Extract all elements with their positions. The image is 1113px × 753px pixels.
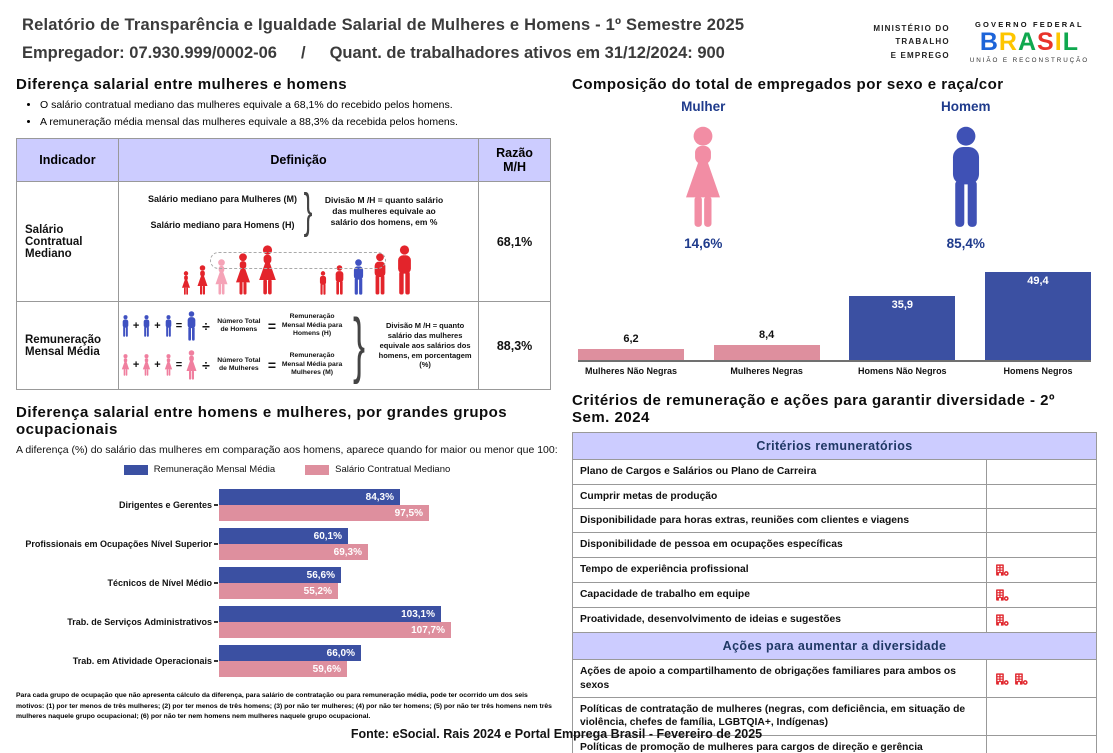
man-icon <box>945 126 987 228</box>
legend-swatch-blue <box>124 465 148 475</box>
chart-row <box>16 489 558 521</box>
bar-pair <box>219 567 341 599</box>
criterion-label: Plano de Cargos e Salários ou Plano de Carreira <box>573 460 987 484</box>
report-subtitle <box>22 44 744 63</box>
criterion-label: Políticas de promoção de mulheres para cargos de direção e gerência <box>573 735 987 753</box>
plus-operator: + <box>132 359 140 372</box>
table-row <box>573 582 1097 607</box>
criterion-label: Políticas de contratação de mulheres (negras, com deficiência, em situação de violência, chefes de família, LGBTQIA+, Indígenas) <box>573 698 987 736</box>
bar: 84,3% <box>219 489 400 505</box>
bar-pair <box>219 645 361 677</box>
chart-footnote: Para cada grupo de ocupação que não apresenta cálculo da diferença, para salário de contratação ou para remuneração média, pode ter ocorrido um dos seis motivos: (1) por ter menos de três mulheres; (2) por ter menos de três homens; (3) por não ter mulheres; (4) por não ter homens; (5) por não ter três homens nem três mulheres naquele grupo ocupacional; (6) por não ter nem homens nem mulheres naquele grupo ocupacional. <box>16 692 552 721</box>
category-label: Profissionais em Ocupações Nível Superior <box>25 539 212 550</box>
woman-icon <box>181 271 191 295</box>
criterion-label: Tempo de experiência profissional <box>573 557 987 582</box>
axis-tick <box>214 621 218 623</box>
legend-label: Salário Contratual Mediano <box>335 464 451 476</box>
table-row <box>573 607 1097 632</box>
bar <box>849 296 955 360</box>
woman-icon <box>196 265 209 295</box>
bar: 66,0% <box>219 645 361 661</box>
equals-operator: = <box>175 359 183 372</box>
man-icon <box>185 311 198 341</box>
ministry-line: MINISTÉRIO DO <box>873 23 950 33</box>
chart-row <box>16 606 558 638</box>
brand-letter: A <box>1017 28 1038 56</box>
chart-row <box>16 528 558 560</box>
woman-icon <box>121 354 130 376</box>
men-result-label: Remuneração Mensal Média para Homens (H) <box>281 313 343 338</box>
male-label: Homem <box>940 99 991 114</box>
bar-pair <box>219 489 429 521</box>
men-total-label: Número Total de Homens <box>217 317 261 334</box>
employer-id: Empregador: 07.930.999/0002-06 <box>22 44 277 62</box>
indicator-mean: Remuneração Mensal Média <box>17 302 119 390</box>
brand-letter: S <box>1037 28 1055 56</box>
category-label: Homens Negros <box>1003 366 1073 376</box>
man-icon <box>394 245 415 295</box>
man-icon <box>164 315 173 337</box>
female-label: Mulher <box>681 99 726 114</box>
pay-gap-section-title: Diferença salarial entre mulheres e homens <box>16 76 348 93</box>
men-average-formula <box>121 311 344 341</box>
composition-categories <box>578 366 1091 376</box>
brand-letter: R <box>998 28 1018 56</box>
bar: 60,1% <box>219 528 348 544</box>
criteria-section-title: Critérios de remuneração e ações para garantir diversidade - 2º Sem. 2024 <box>572 392 1056 426</box>
woman-icon <box>142 354 151 376</box>
chart-row <box>16 645 558 677</box>
table-row <box>573 484 1097 508</box>
ministry-line: E EMPREGO <box>890 50 950 60</box>
woman-icon <box>682 126 724 228</box>
group-header: Ações para aumentar a diversidade <box>573 633 1097 660</box>
bar-value-label: 49,4 <box>1027 275 1049 287</box>
equals-operator: = <box>175 320 183 333</box>
category-label: Trab. de Serviços Administrativos <box>67 617 212 628</box>
criterion-marker-cell <box>987 557 1097 582</box>
criterion-marker-cell <box>987 607 1097 632</box>
gov-federal-logo <box>970 20 1089 64</box>
brace-icon: } <box>353 305 366 386</box>
bar: 55,2% <box>219 583 338 599</box>
man-icon <box>333 265 346 295</box>
women-average-formula <box>121 350 344 380</box>
bar: 97,5% <box>219 505 429 521</box>
indicator-median: Salário Contratual Mediano <box>17 182 119 302</box>
chart-legend <box>16 464 558 475</box>
criterion-marker-cell <box>987 533 1097 557</box>
category-label: Dirigentes e Gerentes <box>118 500 212 511</box>
brand-letter: L <box>1062 28 1079 56</box>
company-icon <box>994 588 1009 602</box>
axis-tick <box>214 582 218 584</box>
women-result-label: Remuneração Mensal Média para Mulheres (M) <box>281 352 343 377</box>
criterion-marker-cell <box>987 660 1097 698</box>
divide-operator: ÷ <box>202 357 210 374</box>
col-indicator: Indicador <box>17 139 119 182</box>
ratio-median: 68,1% <box>479 182 551 302</box>
category-label: Trab. em Atividade Operacionais <box>72 656 212 667</box>
table-row <box>573 533 1097 557</box>
criterion-label: Disponibilidade para horas extras, reuniões com clientes e viagens <box>573 509 987 533</box>
bar-pair <box>219 606 451 638</box>
brand-letter: B <box>979 28 999 56</box>
bar: 107,7% <box>219 622 451 638</box>
category-label: Técnicos de Nível Médio <box>107 578 212 589</box>
brand-letter: I <box>1054 28 1063 56</box>
bar-column <box>578 333 684 360</box>
criterion-label: Disponibilidade de pessoa em ocupações específicas <box>573 533 987 557</box>
company-icon <box>994 613 1009 627</box>
table-row <box>573 557 1097 582</box>
man-icon <box>121 315 130 337</box>
group-header-row <box>573 633 1097 660</box>
women-total-label: Número Total de Mulheres <box>217 356 261 373</box>
bar-column <box>985 272 1091 360</box>
company-icon <box>994 563 1009 577</box>
bar <box>578 333 684 360</box>
legend-item <box>305 464 450 475</box>
plus-operator: + <box>154 359 161 372</box>
criterion-marker-cell <box>987 582 1097 607</box>
axis-tick <box>214 660 218 662</box>
female-percentage: 14,6% <box>684 236 723 251</box>
category-label: Mulheres Negras <box>730 366 803 376</box>
bar <box>985 272 1091 360</box>
company-icon <box>994 672 1009 686</box>
ministry-logo <box>873 22 950 63</box>
plus-operator: + <box>132 320 140 333</box>
equals-operator: = <box>267 357 277 374</box>
criterion-label: Cumprir metas de produção <box>573 484 987 508</box>
bar-value-label: 8,4 <box>759 329 775 341</box>
composition-section-title: Composição do total de empregados por sexo e raça/cor <box>572 76 1004 93</box>
group-header-row <box>573 433 1097 460</box>
category-label: Mulheres Não Negras <box>584 366 678 376</box>
bullet-median: • O salário contratual mediano das mulheres equivale a 68,1% do recebido pelos homens. <box>40 99 558 111</box>
woman-icon <box>185 350 198 380</box>
table-row <box>573 509 1097 533</box>
report-title: Relatório de Transparência e Igualdade Salarial de Mulheres e Homens - 1º Semestre 2025 <box>22 16 745 34</box>
bar-pair <box>219 528 368 560</box>
table-row <box>573 460 1097 484</box>
axis-tick <box>214 504 218 506</box>
occupational-subtitle: A diferença (%) do salário das mulheres em comparação aos homens, aparece quando for maior ou menor que 100: <box>16 444 558 457</box>
source-footer: Fonte: eSocial. Rais 2024 e Portal Emprega Brasil - Fevereiro de 2025 <box>350 727 763 741</box>
legend-label: Remuneração Mensal Média <box>153 464 276 476</box>
male-percentage: 85,4% <box>946 236 985 251</box>
table-row <box>573 660 1097 698</box>
logos <box>873 16 1089 64</box>
report-header <box>0 0 1113 66</box>
bar: 59,6% <box>219 661 347 677</box>
male-figure-block <box>876 99 1056 251</box>
chart-row <box>16 567 558 599</box>
median-note: Divisão M /H = quanto salário das mulheres equivale ao salário dos homens, em % <box>324 195 444 228</box>
category-label: Homens Não Negros <box>858 366 947 376</box>
bullet-mean: • A remuneração média mensal das mulheres equivale a 88,3% da recebida pelos homens. <box>40 116 558 128</box>
col-definition: Definição <box>118 139 478 182</box>
man-icon <box>142 315 151 337</box>
bar-value-label: 6,2 <box>623 333 639 345</box>
company-icon <box>1013 672 1028 686</box>
median-women-line: Salário mediano para Mulheres (M) <box>147 193 297 204</box>
bar: 69,3% <box>219 544 368 560</box>
median-men-line: Salário mediano para Homens (H) <box>150 219 295 230</box>
criterion-marker-cell <box>987 509 1097 533</box>
bar: 56,6% <box>219 567 341 583</box>
criterion-label: Proatividade, desenvolvimento de ideias e sugestões <box>573 607 987 632</box>
divide-operator: ÷ <box>202 318 210 335</box>
gov-logo-top: GOVERNO FEDERAL <box>974 20 1084 29</box>
equals-operator: = <box>267 318 277 335</box>
separator: / <box>301 44 306 62</box>
bar: 103,1% <box>219 606 441 622</box>
composition-bar-chart <box>578 267 1091 362</box>
female-figure-block <box>613 99 793 251</box>
definition-mean <box>118 302 478 390</box>
criterion-label: Capacidade de trabalho em equipe <box>573 582 987 607</box>
pay-gap-bullets <box>40 99 558 128</box>
table-row <box>17 182 551 302</box>
legend-item <box>124 464 275 475</box>
population-figures <box>138 239 458 295</box>
criteria-table <box>572 432 1097 753</box>
bar <box>714 329 820 360</box>
col-ratio: Razão M/H <box>479 139 551 182</box>
median-highlight-box <box>210 252 386 269</box>
group-header: Critérios remuneratórios <box>573 433 1097 460</box>
composition-figures <box>572 99 1097 251</box>
man-icon <box>318 271 328 295</box>
bar-column <box>849 296 955 360</box>
occupational-bar-chart <box>16 489 558 677</box>
table-row <box>17 302 551 390</box>
axis-tick <box>214 543 218 545</box>
woman-icon <box>164 354 173 376</box>
definition-median <box>118 182 478 302</box>
plus-operator: + <box>154 320 161 333</box>
criterion-label: Ações de apoio a compartilhamento de obrigações familiares para ambos os sexos <box>573 660 987 698</box>
ministry-line: TRABALHO <box>895 37 950 47</box>
table-header-row <box>17 139 551 182</box>
brasil-logo <box>970 30 1089 55</box>
brace-icon: } <box>303 185 313 238</box>
bar-column <box>714 329 820 360</box>
legend-swatch-pink <box>305 465 329 475</box>
bar-value-label: 35,9 <box>891 299 914 311</box>
gov-logo-bottom: UNIÃO E RECONSTRUÇÃO <box>969 57 1089 64</box>
ratio-mean: 88,3% <box>479 302 551 390</box>
indicator-table <box>16 138 551 390</box>
active-workers: Quant. de trabalhadores ativos em 31/12/2024: 900 <box>329 44 725 62</box>
mean-note: Divisão M /H = quanto salário das mulheres equivale aos salários dos homens, em porcentagem (%) <box>378 321 472 370</box>
criterion-marker-cell <box>987 484 1097 508</box>
occupational-section-title: Diferença salarial entre homens e mulheres, por grandes grupos ocupacionais <box>16 404 508 439</box>
report-titles <box>22 16 744 63</box>
criterion-marker-cell <box>987 460 1097 484</box>
